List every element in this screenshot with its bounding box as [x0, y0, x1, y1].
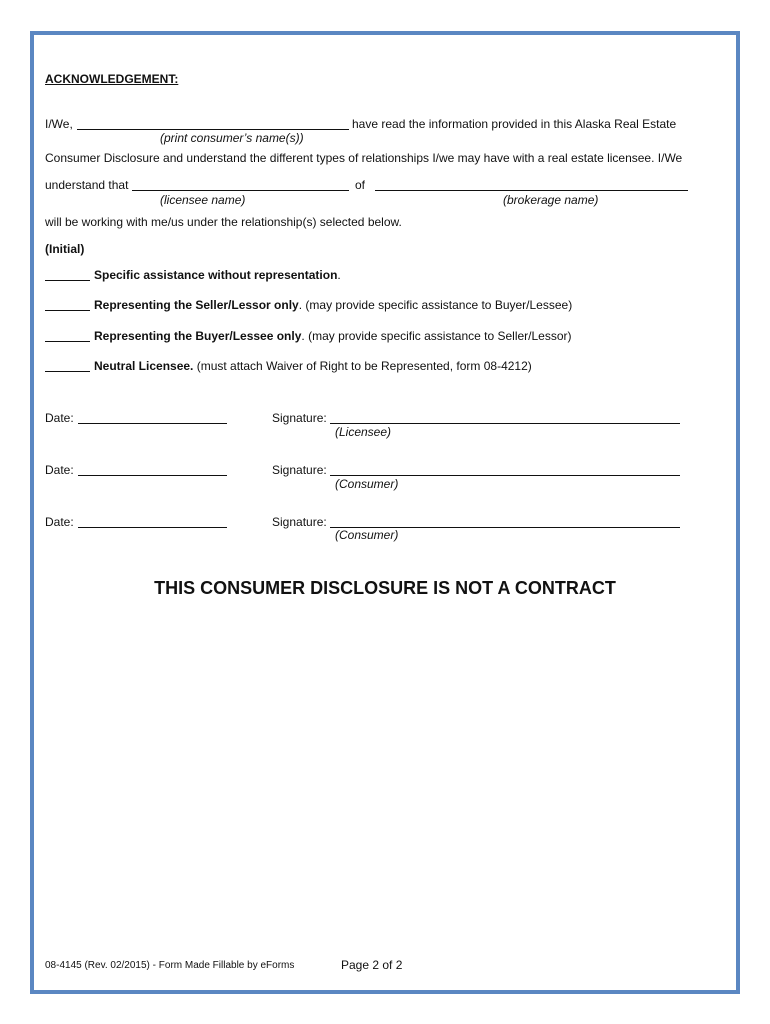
- option-rest: (must attach Waiver of Right to be Represented, form 08-4212): [193, 359, 532, 373]
- option-neutral-licensee: [94, 359, 532, 373]
- licensee-name-caption: (licensee name): [160, 193, 246, 207]
- brokerage-name-field[interactable]: [375, 190, 688, 191]
- signature-label: Signature:: [272, 411, 327, 425]
- option-bold: Representing the Buyer/Lessee only: [94, 329, 302, 343]
- date-label: Date:: [45, 411, 74, 425]
- print-consumer-name-caption: (print consumer’s name(s)): [160, 131, 304, 145]
- initial-field-specific-assistance[interactable]: [45, 280, 90, 281]
- form-info: 08-4145 (Rev. 02/2015) - Form Made Fillable by eForms: [45, 960, 295, 971]
- page-number: Page 2 of 2: [341, 958, 403, 972]
- not-a-contract-notice: THIS CONSUMER DISCLOSURE IS NOT A CONTRACT: [154, 578, 616, 598]
- option-buyer-lessee: [94, 329, 572, 343]
- initial-field-seller-lessor[interactable]: [45, 310, 90, 311]
- option-bold: Neutral Licensee.: [94, 359, 194, 373]
- licensee-caption: (Licensee): [335, 425, 392, 439]
- option-seller-lessor: [94, 298, 572, 312]
- initial-label: (Initial): [45, 242, 85, 256]
- date-field-consumer-2[interactable]: [78, 527, 227, 528]
- have-read-text: have read the information provided in this Alaska Real Estate: [352, 117, 677, 131]
- signature-label: Signature:: [272, 515, 327, 529]
- consumer-name-field[interactable]: [77, 129, 349, 130]
- date-label: Date:: [45, 463, 74, 477]
- option-bold: Representing the Seller/Lessor only: [94, 298, 299, 312]
- date-field-licensee[interactable]: [78, 423, 227, 424]
- option-rest: . (may provide specific assistance to Seller/Lessor): [301, 329, 572, 343]
- signature-label: Signature:: [272, 463, 327, 477]
- of-label: of: [355, 178, 366, 192]
- licensee-name-field[interactable]: [132, 190, 349, 191]
- relationship-text: will be working with me/us under the relationship(s) selected below.: [45, 215, 402, 229]
- date-field-consumer-1[interactable]: [78, 475, 227, 476]
- iwe-label: I/We,: [45, 117, 73, 131]
- initial-field-buyer-lessee[interactable]: [45, 341, 90, 342]
- disclosure-text: Consumer Disclosure and understand the different types of relationships I/we may have with a real estate licensee. I/We: [45, 151, 683, 165]
- date-label: Date:: [45, 515, 74, 529]
- understand-that-label: understand that: [45, 178, 129, 192]
- acknowledgement-heading: ACKNOWLEDGEMENT:: [45, 72, 179, 86]
- option-specific-assistance: [94, 268, 341, 282]
- option-rest: .: [337, 268, 341, 282]
- initial-field-neutral-licensee[interactable]: [45, 371, 90, 372]
- page-border: [30, 31, 740, 994]
- signature-field-consumer-1[interactable]: [330, 475, 680, 476]
- brokerage-name-caption: (brokerage name): [503, 193, 599, 207]
- option-bold: Specific assistance without representation: [94, 268, 338, 282]
- option-rest: . (may provide specific assistance to Buyer/Lessee): [298, 298, 573, 312]
- signature-field-licensee[interactable]: [330, 423, 680, 424]
- consumer-caption: (Consumer): [335, 477, 399, 491]
- consumer-caption: (Consumer): [335, 528, 399, 542]
